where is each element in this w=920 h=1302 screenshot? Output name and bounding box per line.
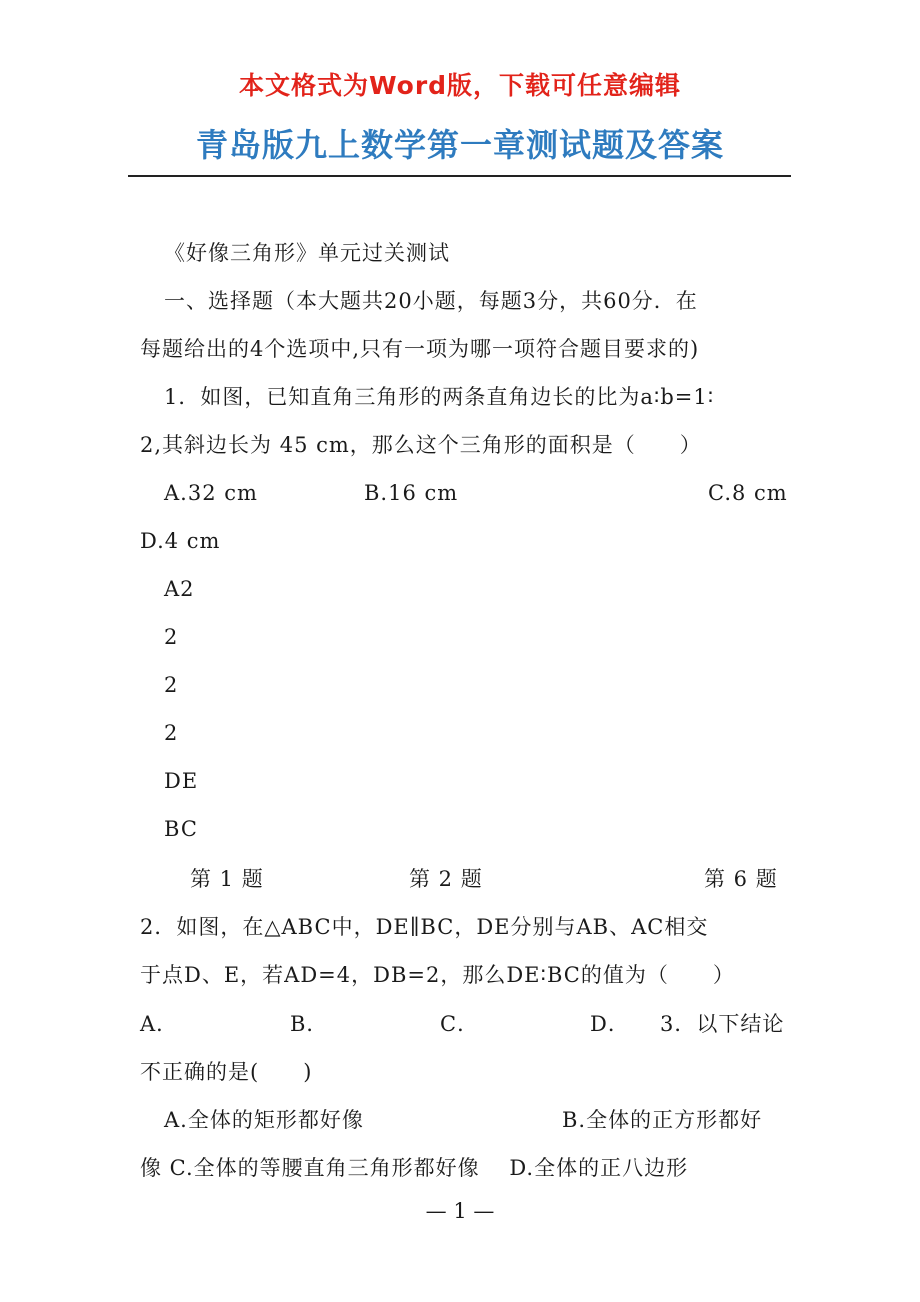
- caption-figure-1: 第 1 题: [190, 867, 264, 891]
- figure-label: 2: [164, 673, 179, 697]
- section-header-line-1: 一、选择题（本大题共20小题，每题3分，共60分．在: [164, 289, 698, 313]
- question-1-line-1: 1．如图，已知直角三角形的两条直角边长的比为a∶b=1∶: [164, 385, 715, 409]
- caption-figure-2: 第 2 题: [409, 867, 483, 891]
- download-banner: 本文格式为Word版，下载可任意编辑: [238, 71, 682, 100]
- question-3-start: 3．以下结论: [660, 1012, 785, 1036]
- q3-options-line-2: 像 C.全体的等腰直角三角形都好像 D.全体的正八边形: [140, 1156, 689, 1180]
- q3-option-b: B.全体的正方形都好: [562, 1108, 763, 1132]
- q1-option-d: D.4 cm: [140, 529, 221, 553]
- q2-option-c: C．: [440, 1012, 480, 1036]
- q2-option-a: A．: [140, 1012, 179, 1036]
- title-divider: [128, 175, 791, 177]
- question-2-line-1: 2．如图，在△ABC中，DE∥BC，DE分别与AB、AC相交: [140, 915, 709, 939]
- question-3-prompt: 不正确的是( ): [140, 1060, 313, 1084]
- figure-label: A2: [164, 577, 195, 601]
- figure-label: BC: [164, 817, 198, 841]
- document-title: 青岛版九上数学第一章测试题及答案: [195, 126, 724, 164]
- section-header-line-2: 每题给出的4个选项中,只有一项为哪一项符合题目要求的): [140, 337, 700, 361]
- figure-label: 2: [164, 721, 179, 745]
- q1-option-b: B.16 cm: [364, 481, 459, 505]
- question-2-line-2: 于点D、E，若AD=4，DB=2，那么DE∶BC的值为（ ）: [140, 963, 735, 987]
- q2-option-b: B．: [290, 1012, 329, 1036]
- caption-figure-6: 第 6 题: [704, 867, 778, 891]
- q3-option-a: A.全体的矩形都好像: [164, 1108, 364, 1132]
- q1-option-c: C.8 cm: [708, 481, 788, 505]
- question-1-line-2: 2,其斜边长为 45 cm，那么这个三角形的面积是（ ）: [140, 433, 702, 457]
- test-subtitle: 《好像三角形》单元过关测试: [164, 241, 450, 265]
- figure-label: DE: [164, 769, 199, 793]
- q1-option-a: A.32 cm: [164, 481, 258, 505]
- q2-option-d: D．: [590, 1012, 630, 1036]
- page-number: — 1 —: [425, 1199, 495, 1223]
- figure-label: 2: [164, 625, 179, 649]
